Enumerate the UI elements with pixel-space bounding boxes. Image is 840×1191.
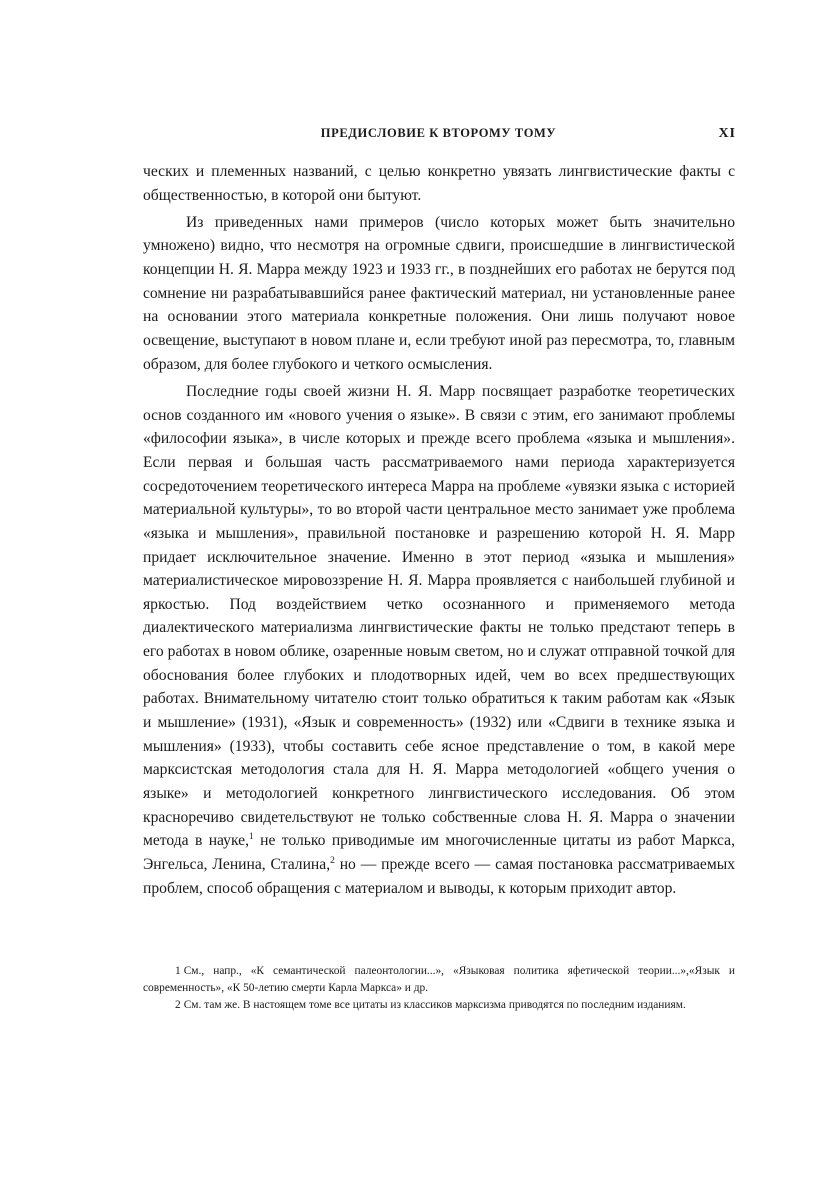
footnote-mark: 2 — [175, 999, 181, 1011]
paragraph-text: не только приводимые им многочисленные цитаты из работ Маркса, Энгельса, Ленина, Сталина, — [143, 832, 735, 874]
footnote — [143, 997, 735, 1014]
running-title: ПРЕДИСЛОВИЕ К ВТОРОМУ ТОМУ — [320, 126, 557, 140]
footnote-ref-1[interactable]: 1 — [249, 832, 254, 843]
footnote — [143, 963, 735, 996]
footnote-mark: 1 — [175, 965, 181, 977]
paragraph-text: Последние годы своей жизни Н. Я. Марр посвящает разработке теоретических основ созданного им «нового учения о языке». В связи с этим, его занимают проблемы «философии языка», в числе которых и прежде всего проблема «языка и мышления». Если первая и большая часть рассматриваемого нами периода характеризуется сосредоточением теоретического интереса Марра на проблеме «увязки языка с историей материальной культуры», то во второй части центральное место занимает уже проблема «языка и мышления», правильной постановке и разрешению которой Н. Я. Марр придает исключительное значение. Именно в этот период «языка и мышления» материалистическое мировоззрение Н. Я. Марра проявляется с наибольшей глубиной и яркостью. Под воздействием четко осознанного и применяемого метода диалектического материализма лингвистические факты не только предстают теперь в его работах в новом облике, озаренные новым светом, но и служат отправной точкой для обоснования более глубоких и плодотворных идей, чем во всех предшествующих работах. Внимательному читателю стоит только обратиться к таким работам как «Язык и мышление» (1931), «Язык и современность» (1932) или «Сдвиги в технике языка и мышления» (1933), чтобы составить себе ясное представление о том, в какой мере марксистская методология стала для Н. Я. Марра методологией «общего учения о языке» и методологией конкретного лингвистического исследования. Об этом красноречиво свидетельствуют не только собственные слова Н. Я. Марра о значении метода в науке, — [143, 382, 735, 850]
paragraph-examples: Из приведенных нами примеров (число которых может быть значительно умножено) видно, что несмотря на огромные сдвиги, происшедшие в лингвистической концепции Н. Я. Марра между 1923 и 1933 гг., в позднейших его работах не берутся под сомнение ни разрабатывавшийся ранее фактический материал, ни установленные ранее на основании этого материала конкретные положения. Они лишь получают новое освещение, выступают в новом плане и, если требуют иной раз пересмотра, то, главным образом, для более глубокого и четкого осмысления. — [143, 213, 735, 373]
footnote-text: См. там же. В настоящем томе все цитаты из классиков марксизма приводятся по последним изданиям. — [183, 999, 686, 1011]
footnote-text: См., напр., «К семантической палеонтологии...», «Языковая политика яфетической теории...»,«Язык и современность», «К 50-летию смерти Карла Маркса» и др. — [143, 965, 735, 994]
paragraph-last-years — [143, 380, 735, 900]
footnote-ref-2[interactable]: 2 — [330, 856, 335, 867]
running-head — [141, 126, 736, 146]
page-number: XI — [718, 126, 736, 141]
paragraph-continued: ческих и племенных названий, с целью конкретно увязать лингвистические факты с общественностью, в которой они бытуют. — [143, 163, 735, 204]
footnotes — [143, 963, 735, 1015]
main-text — [143, 160, 735, 904]
paragraph-text: но — прежде всего — самая постановка рассматриваемых проблем, способ обращения с материалом и выводы, к которым приходит автор. — [143, 856, 735, 897]
